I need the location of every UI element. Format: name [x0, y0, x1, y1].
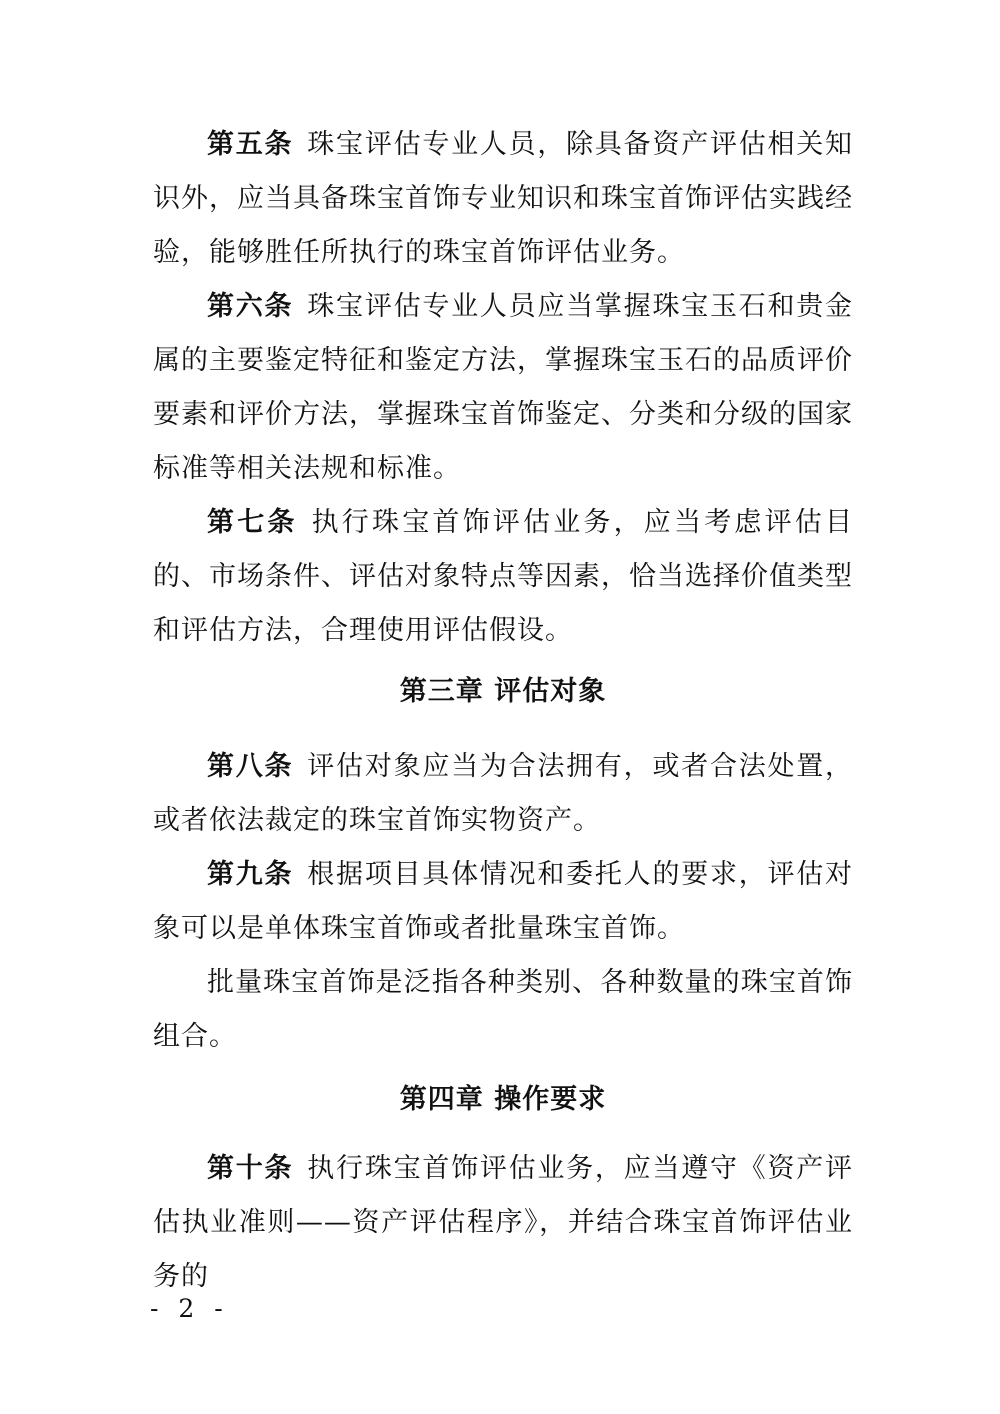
article-10 — [153, 1142, 853, 1304]
article-8-label: 第八条 — [207, 751, 294, 782]
article-6-text: 珠宝评估专业人员应当掌握珠宝玉石和贵金属的主要鉴定特征和鉴定方法，掌握珠宝玉石的品质评价要素和评价方法，掌握珠宝首饰鉴定、分类和分级的国家标准等相关法规和标准。 — [153, 291, 854, 484]
article-6 — [153, 280, 853, 496]
articles-block-1 — [153, 118, 853, 658]
article-9-paragraph-2: 批量珠宝首饰是泛指各种类别、各种数量的珠宝首饰组合。 — [153, 967, 853, 1052]
article-7-label: 第七条 — [207, 507, 298, 538]
article-7-text: 执行珠宝首饰评估业务，应当考虑评估目的、市场条件、评估对象特点等因素，恰当选择价值类型和评估方法，合理使用评估假设。 — [153, 507, 854, 646]
article-8 — [153, 740, 853, 848]
article-5-text: 珠宝评估专业人员，除具备资产评估相关知识外，应当具备珠宝首饰专业知识和珠宝首饰评估实践经验，能够胜任所执行的珠宝首饰评估业务。 — [153, 129, 854, 268]
articles-block-3 — [153, 1142, 853, 1304]
article-7 — [153, 496, 853, 658]
article-6-label: 第六条 — [207, 291, 294, 322]
article-10-label: 第十条 — [207, 1153, 294, 1184]
page-number: - 2 - — [150, 1294, 229, 1323]
articles-block-2 — [153, 740, 853, 1064]
article-9 — [153, 848, 853, 956]
article-8-text: 评估对象应当为合法拥有，或者合法处置，或者依法裁定的珠宝首饰实物资产。 — [153, 751, 854, 836]
article-10-text: 执行珠宝首饰评估业务，应当遵守《资产评估执业准则——资产评估程序》，并结合珠宝首饰评估业务的 — [153, 1153, 854, 1292]
article-9-label: 第九条 — [207, 859, 294, 890]
article-5 — [153, 118, 853, 280]
article-5-label: 第五条 — [207, 129, 294, 160]
chapter-4-heading: 第四章 操作要求 — [399, 1084, 607, 1115]
article-9-text: 根据项目具体情况和委托人的要求，评估对象可以是单体珠宝首饰或者批量珠宝首饰。 — [153, 859, 854, 944]
chapter-3-heading: 第三章 评估对象 — [399, 676, 607, 707]
